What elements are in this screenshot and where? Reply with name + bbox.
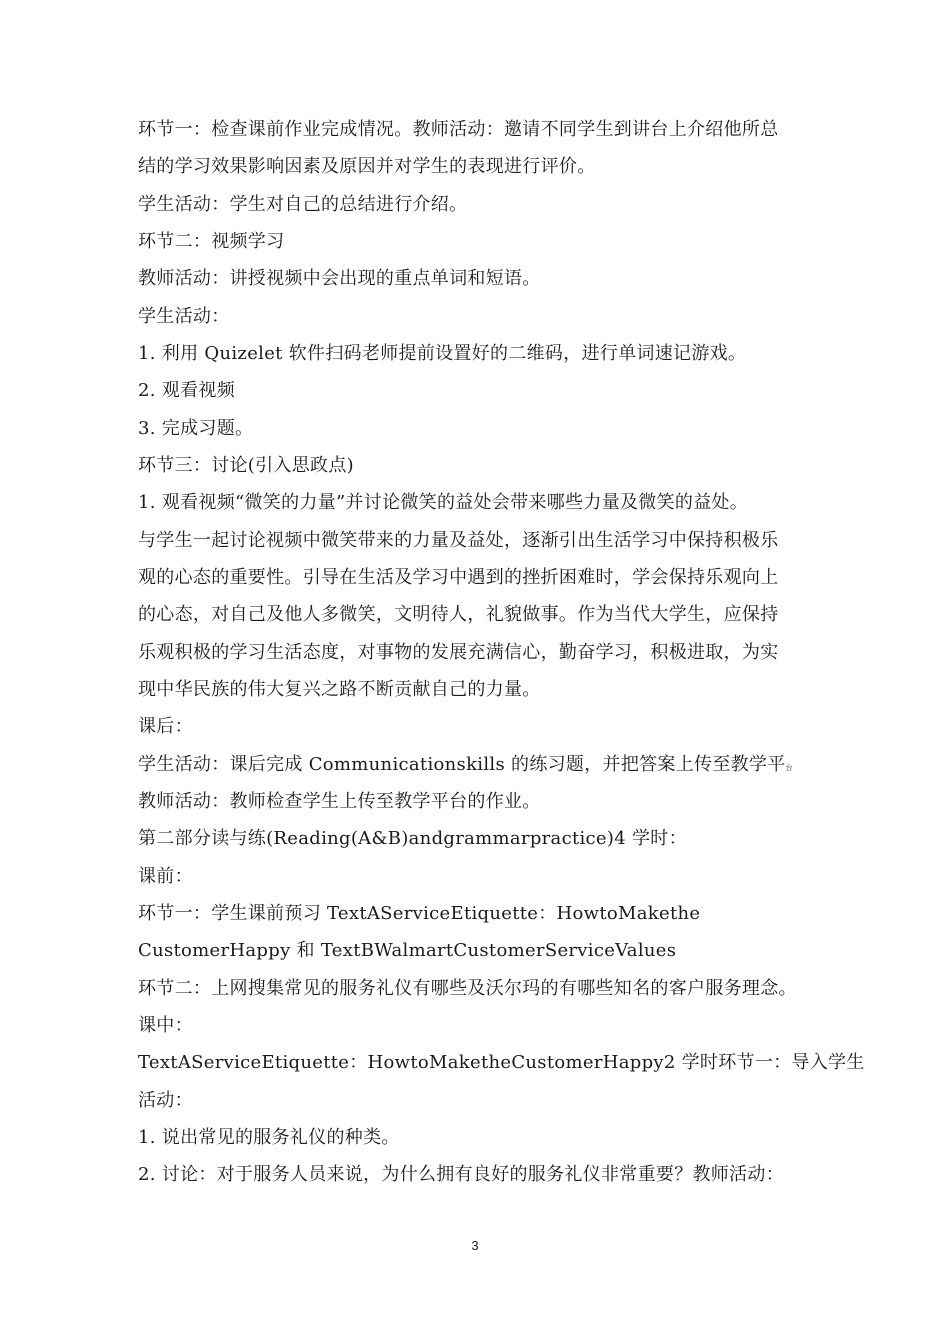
paragraph-line: CustomerHappy 和 TextBWalmartCustomerServiceValues [138,940,677,961]
paragraph-line: 的心态，对自己及他人多微笑，文明待人，礼貌做事。作为当代大学生，应保持 [138,604,779,625]
section-heading: 环节二：视频学习 [138,231,285,252]
list-item: 1. 利用 Quizelet 软件扫码老师提前设置好的二维码，进行单词速记游戏。 [138,343,747,364]
paragraph-line-text: 学生活动：课后完成 Communicationskills 的练习题，并把答案上传至教学平 [138,754,786,775]
list-item: 1. 观看视频“微笑的力量”并讨论微笑的益处会带来哪些力量及微笑的益处。 [138,492,749,513]
list-item: 1. 说出常见的服务礼仪的种类。 [138,1127,400,1148]
paragraph-line: 与学生一起讨论视频中微笑带来的力量及益处，逐渐引出生活学习中保持积极乐 [138,530,779,551]
paragraph-line: 活动： [138,1090,193,1111]
list-item: 3. 完成习题。 [138,418,254,439]
paragraph-line: 教师活动：讲授视频中会出现的重点单词和短语。 [138,268,541,289]
paragraph-line: TextAServiceEtiquette：HowtoMaketheCustomerHappy2 学时环节一：导入学生 [138,1052,865,1073]
paragraph-line: 环节一：学生课前预习 TextAServiceEtiquette：HowtoMakethe [138,903,701,924]
paragraph-line: 学生活动： [138,306,230,327]
paragraph-line: 观的心态的重要性。引导在生活及学习中遇到的挫折困难时，学会保持乐观向上 [138,567,779,588]
paragraph-line: 环节二：上网搜集常见的服务礼仪有哪些及沃尔玛的有哪些知名的客户服务理念。 [138,978,797,999]
section-heading: 第二部分读与练(Reading(A&B)andgrammarpractice)4 学时： [138,828,687,849]
paragraph-line: 结的学习效果影响因素及原因并对学生的表现进行评价。 [138,156,596,177]
list-item: 2. 观看视频 [138,380,235,401]
page-number: 3 [471,1238,479,1253]
paragraph-line: 现中华民族的伟大复兴之路不断贡献自己的力量。 [138,679,541,700]
paragraph-line [138,754,793,779]
paragraph-line: 学生活动：学生对自己的总结进行介绍。 [138,194,468,215]
section-heading: 环节三：讨论(引入思政点) [138,455,354,476]
section-heading: 课后： [138,716,193,737]
paragraph-line: 教师活动：教师检查学生上传至教学平台的作业。 [138,791,541,812]
list-item: 2. 讨论：对于服务人员来说，为什么拥有良好的服务礼仪非常重要？教师活动： [138,1164,784,1185]
paragraph-line: 乐观积极的学习生活态度，对事物的发展充满信心，勤奋学习，积极进取，为实 [138,642,779,663]
section-heading: 课中： [138,1015,193,1036]
section-heading: 课前： [138,866,193,887]
paragraph-line: 环节一：检查课前作业完成情况。教师活动：邀请不同学生到讲台上介绍他所总 [138,119,779,140]
paragraph-line-suffix: 台 [785,764,793,772]
